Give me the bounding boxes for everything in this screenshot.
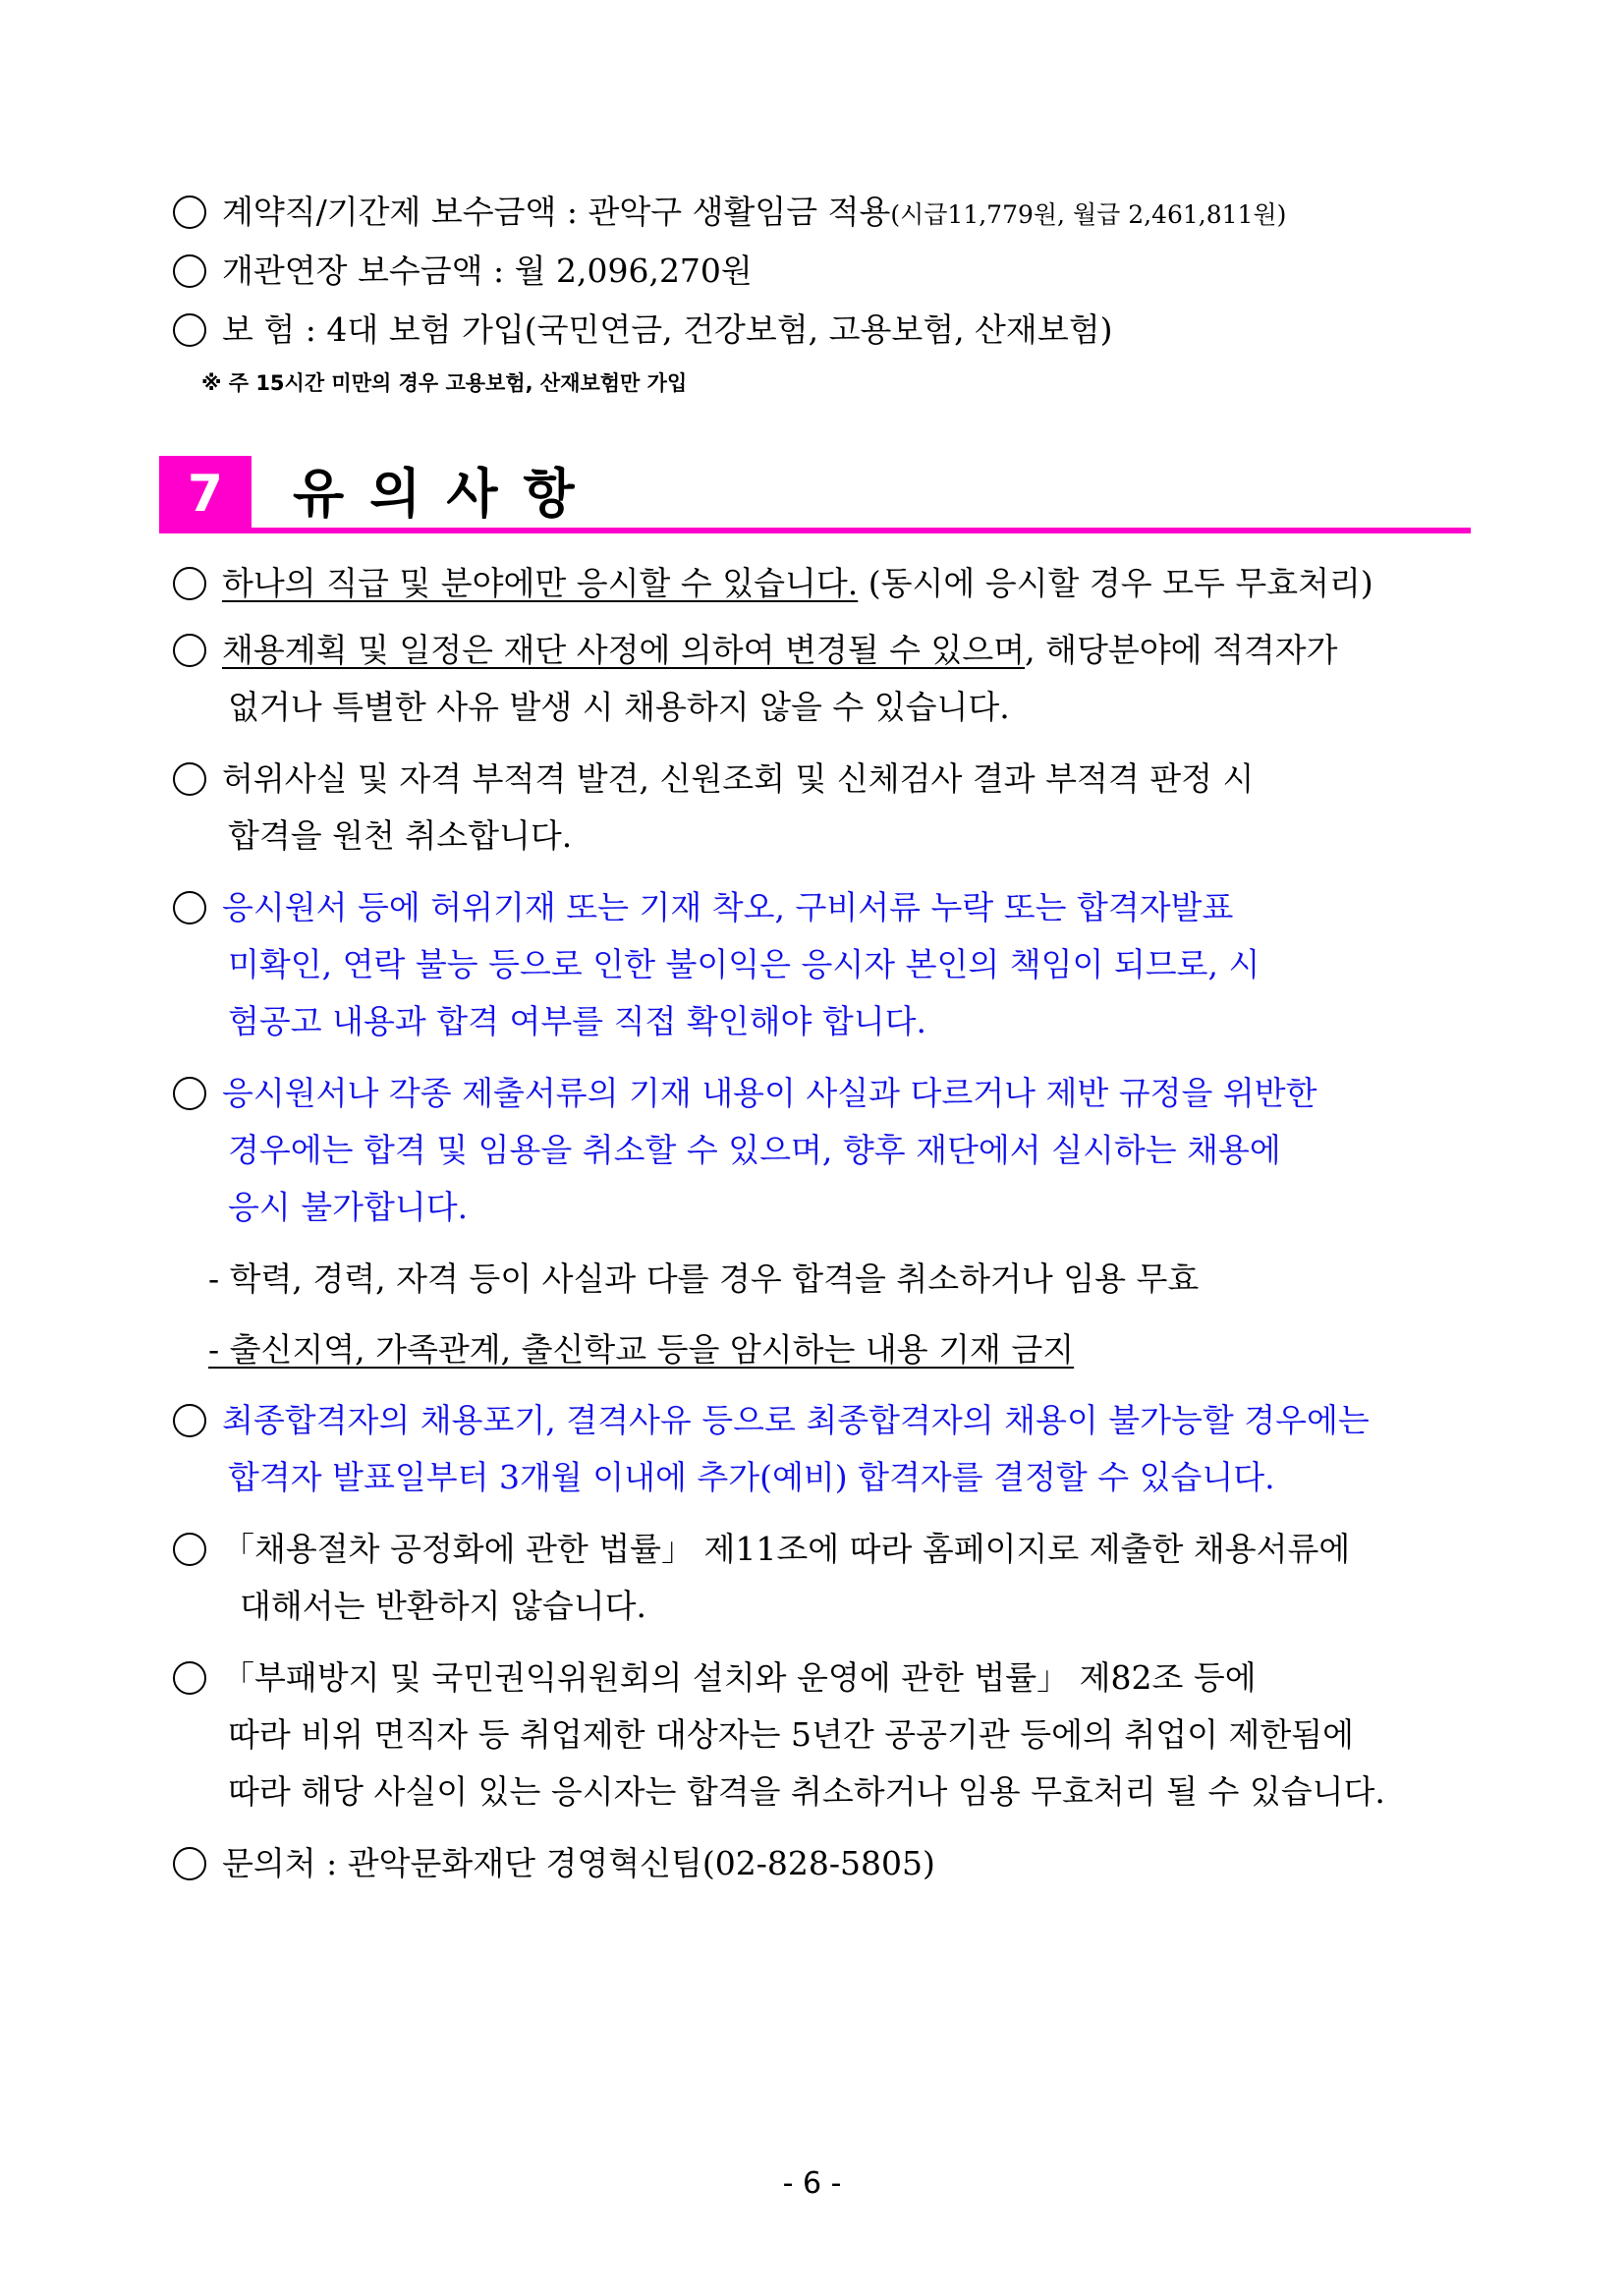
notice-item-6-line-2: 합격자 발표일부터 3개월 이내에 추가(예비) 합격자를 결정할 수 있습니다. <box>228 1458 1275 1496</box>
circle-bullet-icon <box>173 254 206 288</box>
notice-item-3 <box>173 757 1254 801</box>
notice-item-6 <box>173 1399 1370 1442</box>
insurance-line <box>173 308 1112 352</box>
notice-item-4-line-2: 미확인, 연락 불능 등으로 인한 불이익은 응시자 본인의 책임이 되므로, 시 <box>228 945 1260 983</box>
section-title: 유의사항 <box>293 463 600 525</box>
page-number: - 6 - <box>782 2166 842 2201</box>
notice-item-8 <box>173 1656 1257 1700</box>
notice-item-5-line-3: 응시 불가합니다. <box>228 1188 469 1226</box>
notice-item-7 <box>173 1528 1350 1571</box>
section-number: 7 <box>159 456 252 532</box>
insurance-note: ※ 주 15시간 미만의 경우 고용보험, 산재보험만 가입 <box>201 371 688 395</box>
contract-salary-line <box>173 191 1286 237</box>
circle-bullet-icon <box>173 1661 206 1695</box>
notice-item-5 <box>173 1072 1317 1115</box>
contact-text: 문의처 : 관악문화재단 경영혁신팀(02-828-5805) <box>222 1844 935 1882</box>
notice-item-1-paren: (동시에 응시할 경우 모두 무효처리) <box>858 564 1373 602</box>
insurance-text: 보 험 : 4대 보험 가입(국민연금, 건강보험, 고용보험, 산재보험) <box>222 310 1113 349</box>
notice-item-6-text: 최종합격자의 채용포기, 결격사유 등으로 최종합격자의 채용이 불가능할 경우에는 <box>222 1401 1370 1439</box>
notice-item-2-underlined: 채용계획 및 일정은 재단 사정에 의하여 변경될 수 있으며 <box>222 631 1026 669</box>
notice-item-8-text: 「부패방지 및 국민권익위원회의 설치와 운영에 관한 법률」 제82조 등에 <box>222 1658 1257 1697</box>
notice-item-4-line-3: 험공고 내용과 합격 여부를 직접 확인해야 합니다. <box>228 1002 926 1040</box>
dash-item-2: - 출신지역, 가족관계, 출신학교 등을 암시하는 내용 기재 금지 <box>208 1330 1075 1369</box>
notice-item-7-line-2: 대해서는 반환하지 않습니다. <box>240 1587 647 1625</box>
circle-bullet-icon <box>173 1077 206 1110</box>
notice-item-5-line-2: 경우에는 합격 및 임용을 취소할 수 있으며, 향후 재단에서 실시하는 채용에 <box>228 1131 1281 1169</box>
notice-item-1 <box>173 562 1373 605</box>
notice-item-7-text: 「채용절차 공정화에 관한 법률」 제11조에 따라 홈페이지로 제출한 채용서류에 <box>222 1530 1351 1568</box>
contract-salary-text: 계약직/기간제 보수금액 : 관악구 생활임금 적용 <box>222 193 891 231</box>
extension-salary-line <box>173 250 753 293</box>
circle-bullet-icon <box>173 1533 206 1566</box>
notice-item-8-line-3: 따라 해당 사실이 있는 응시자는 합격을 취소하거나 임용 무효처리 될 수 있습니다. <box>228 1772 1385 1811</box>
section-divider <box>159 528 1471 533</box>
circle-bullet-icon <box>173 196 206 229</box>
extension-salary-text: 개관연장 보수금액 : 월 2,096,270원 <box>222 252 753 290</box>
notice-item-2-line-2: 없거나 특별한 사유 발생 시 채용하지 않을 수 있습니다. <box>228 688 1010 726</box>
notice-item-2-rest: , 해당분야에 적격자가 <box>1025 631 1338 669</box>
circle-bullet-icon <box>173 762 206 796</box>
notice-item-5-text: 응시원서나 각종 제출서류의 기재 내용이 사실과 다르거나 제반 규정을 위반한 <box>222 1074 1317 1112</box>
notice-item-8-line-2: 따라 비위 면직자 등 취업제한 대상자는 5년간 공공기관 등에의 취업이 제한됨에 <box>228 1715 1354 1754</box>
circle-bullet-icon <box>173 1404 206 1437</box>
notice-item-4-text: 응시원서 등에 허위기재 또는 기재 착오, 구비서류 누락 또는 합격자발표 <box>222 888 1234 926</box>
notice-item-3-line-2: 합격을 원천 취소합니다. <box>228 816 573 855</box>
circle-bullet-icon <box>173 567 206 600</box>
notice-item-1-main: 하나의 직급 및 분야에만 응시할 수 있습니다. <box>222 564 859 602</box>
contract-salary-note: (시급11,779원, 월급 2,461,811원) <box>890 200 1287 229</box>
notice-item-4 <box>173 886 1233 929</box>
notice-item-9 <box>173 1842 935 1885</box>
circle-bullet-icon <box>173 634 206 667</box>
notice-item-2 <box>173 629 1338 672</box>
notice-item-3-text: 허위사실 및 자격 부적격 발견, 신원조회 및 신체검사 결과 부적격 판정 시 <box>222 759 1255 798</box>
circle-bullet-icon <box>173 313 206 347</box>
circle-bullet-icon <box>173 891 206 924</box>
dash-item-1: - 학력, 경력, 자격 등이 사실과 다를 경우 합격을 취소하거나 임용 무효 <box>208 1260 1200 1298</box>
circle-bullet-icon <box>173 1847 206 1880</box>
